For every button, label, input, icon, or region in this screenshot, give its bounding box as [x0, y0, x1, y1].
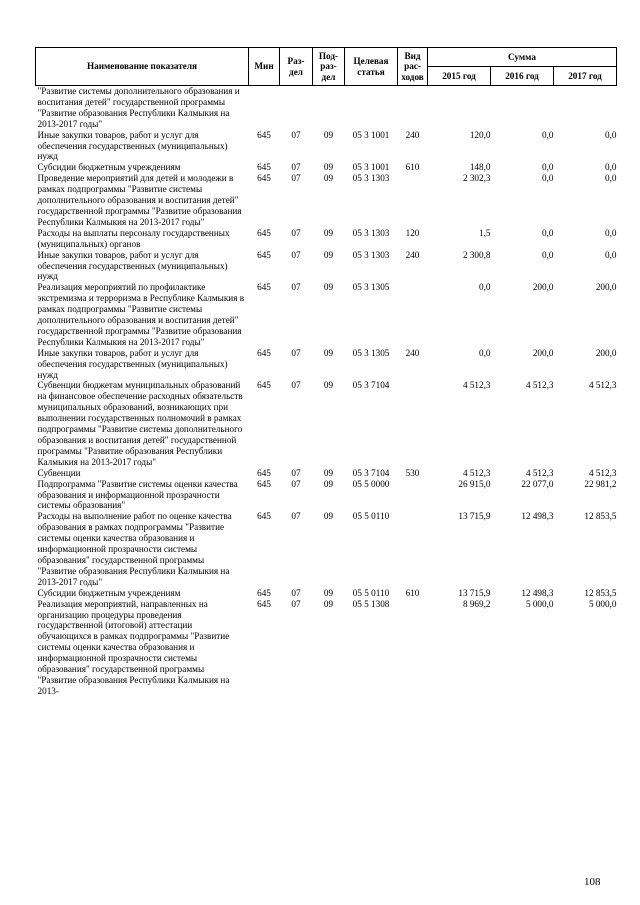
row-amount-2015: 1,5 [479, 227, 491, 238]
row-min: 645 [257, 173, 271, 184]
table-row [36, 130, 617, 163]
row-razdel: 07 [291, 587, 301, 598]
row-podrazdel: 09 [323, 478, 334, 489]
row-razdel: 07 [291, 467, 301, 478]
row-podrazdel: 09 [323, 380, 334, 391]
row-vid [398, 479, 428, 512]
row-amount-2016: 0,0 [542, 162, 554, 173]
row-podrazdel: 09 [323, 347, 334, 358]
row-min: 645 [257, 598, 271, 609]
row-min [249, 86, 280, 130]
row-amount-2015: 8 969,2 [462, 598, 491, 609]
row-razdel: 07 [291, 598, 301, 609]
row-amount-2016 [491, 86, 554, 130]
table-body [36, 86, 617, 697]
row-amount-2017: 12 853,5 [584, 511, 617, 522]
row-amount-2015: 4 512,3 [462, 467, 491, 478]
header-name: Наименование показателя [36, 48, 249, 86]
row-min: 645 [257, 380, 271, 391]
row-razdel [280, 86, 313, 130]
row-amount-2017: 0,0 [605, 173, 617, 184]
row-amount-2016: 4 512,3 [525, 380, 554, 391]
row-min: 645 [257, 511, 271, 522]
row-vid: 120 [405, 227, 420, 238]
row-statya: 05 5 0000 [352, 478, 390, 489]
row-razdel: 07 [291, 282, 301, 293]
row-razdel: 07 [291, 347, 301, 358]
row-amount-2015: 148,0 [469, 162, 491, 173]
row-statya: 05 3 7104 [352, 380, 390, 391]
row-min: 645 [257, 249, 271, 260]
row-name: Субсидии бюджетным учреждениям [37, 587, 181, 598]
header-2016: 2016 год [491, 67, 554, 86]
row-statya: 05 5 0110 [352, 587, 390, 598]
row-name: Расходы на выполнение работ по оценке качества образования в рамках подпрограммы "Развитие системы оценки качества образования и информационной прозрачности системы образования" государственной программы "Развитие образования Республики Калмыкия на 2013-2017 годы" [37, 511, 232, 587]
row-podrazdel: 09 [323, 249, 334, 260]
row-amount-2017: 0,0 [605, 162, 617, 173]
table-row [36, 348, 617, 381]
row-vid [398, 380, 428, 467]
row-amount-2016: 12 498,3 [521, 587, 554, 598]
row-name: Расходы на выплаты персоналу государственных (муниципальных) органов [37, 227, 230, 249]
row-podrazdel: 09 [323, 587, 334, 598]
table-row [36, 228, 617, 250]
row-podrazdel: 09 [323, 511, 334, 522]
row-amount-2016: 0,0 [542, 227, 554, 238]
row-amount-2016: 200,0 [532, 282, 554, 293]
row-name: Подпрограмма "Развитие системы оценки качества образования и информационной прозрачности системы образования" [37, 478, 238, 511]
row-min: 645 [257, 282, 271, 293]
row-vid [398, 282, 428, 347]
row-amount-2017: 200,0 [595, 347, 617, 358]
row-statya: 05 5 0110 [352, 511, 390, 522]
table-row [36, 479, 617, 512]
row-amount-2015: 13 715,9 [458, 511, 491, 522]
row-amount-2017: 12 853,5 [584, 587, 617, 598]
header-vid: Вид рас- ходов [398, 48, 428, 86]
row-name: Субсидии бюджетным учреждениям [37, 162, 181, 173]
row-amount-2016: 22 077,0 [521, 478, 554, 489]
row-amount-2016: 5 000,0 [525, 598, 554, 609]
row-amount-2017: 0,0 [605, 129, 617, 140]
row-amount-2017: 4 512,3 [588, 467, 617, 478]
row-min: 645 [257, 478, 271, 489]
row-name: Субвенции бюджетам муниципальных образований на финансовое обеспечение расходных обязательств муниципальных образований, возникающих при выполнении государственных полномочий в рамках подпрограммы "Развитие системы дополнительного образования и воспитания детей" государственной программы "Развитие образования Республики Калмыкия на 2013-2017 годы" [37, 380, 243, 467]
row-amount-2015: 2 300,8 [462, 249, 491, 260]
row-min: 645 [257, 129, 271, 140]
row-amount-2016: 200,0 [532, 347, 554, 358]
row-razdel: 07 [291, 162, 301, 173]
row-amount-2015: 26 915,0 [458, 478, 491, 489]
row-statya: 05 3 1001 [352, 162, 390, 173]
row-vid [398, 86, 428, 130]
row-statya: 05 3 7104 [352, 467, 390, 478]
row-amount-2016: 0,0 [542, 249, 554, 260]
row-amount-2015: 2 302,3 [462, 173, 491, 184]
row-amount-2016: 4 512,3 [525, 467, 554, 478]
row-statya [345, 86, 398, 130]
row-name: Иные закупки товаров, работ и услуг для обеспечения государственных (муниципальных) нужд [37, 249, 228, 282]
row-min: 645 [257, 347, 271, 358]
row-razdel: 07 [291, 129, 301, 140]
row-amount-2017: 5 000,0 [588, 598, 617, 609]
row-podrazdel: 09 [323, 162, 334, 173]
row-amount-2017 [554, 86, 617, 130]
row-podrazdel: 09 [323, 129, 334, 140]
row-name: "Развитие системы дополнительного образования и воспитания детей" государственной программы "Развитие образования Республики Калмыкия на 2013-2017 годы" [37, 86, 240, 129]
row-statya: 05 3 1305 [352, 347, 390, 358]
header-2015: 2015 год [428, 67, 491, 86]
row-razdel: 07 [291, 249, 301, 260]
row-amount-2017: 200,0 [595, 282, 617, 293]
row-statya: 05 3 1303 [352, 173, 390, 184]
row-statya: 05 3 1305 [352, 282, 390, 293]
row-amount-2017: 0,0 [605, 227, 617, 238]
row-min: 645 [257, 467, 271, 478]
row-name: Иные закупки товаров, работ и услуг для обеспечения государственных (муниципальных) нужд [37, 129, 228, 162]
row-amount-2016: 0,0 [542, 173, 554, 184]
row-amount-2016: 0,0 [542, 129, 554, 140]
row-podrazdel: 09 [323, 598, 334, 609]
row-podrazdel: 09 [323, 173, 334, 184]
row-razdel: 07 [291, 478, 301, 489]
row-name: Иные закупки товаров, работ и услуг для обеспечения государственных (муниципальных) нужд [37, 347, 228, 380]
row-vid: 610 [405, 587, 420, 598]
row-min: 645 [257, 162, 271, 173]
header-razdel: Раз- дел [280, 48, 313, 86]
row-name: Реализация мероприятий по профилактике экстремизма и терроризма в Республике Калмыкия в рамках подпрограммы "Развитие системы дополнительного образования и воспитания детей" государственной программы "Развитие образования Республики Калмыкия на 2013-2017 годы" [37, 282, 245, 347]
row-razdel: 07 [291, 227, 301, 238]
row-amount-2017: 22 981,2 [584, 478, 617, 489]
row-min: 645 [257, 587, 271, 598]
row-vid [398, 599, 428, 697]
budget-table [35, 47, 617, 697]
row-podrazdel: 09 [323, 227, 334, 238]
table-row [36, 173, 617, 228]
row-statya: 05 3 1303 [352, 249, 390, 260]
table-row [36, 86, 617, 130]
row-razdel: 07 [291, 173, 301, 184]
row-name: Проведение мероприятий для детей и молодежи в рамках подпрограммы "Развитие системы дополнительного образования и воспитания детей" государственной программы "Развитие образования Республики Калмыкия на 2013-2017 годы" [37, 173, 242, 227]
header-podrazdel: Под- раз- дел [313, 48, 345, 86]
row-amount-2015: 4 512,3 [462, 380, 491, 391]
row-statya: 05 5 1308 [352, 598, 390, 609]
row-name: Реализация мероприятий, направленных на организацию процедуры проведения государственной (итоговой) аттестации обучающихся в рамках подпрограммы "Развитие системы оценки качества образования и информационной прозрачности системы образования" государственной программы "Развитие образования Республики Калмыкия на 2013- [37, 598, 230, 696]
page-number: 108 [584, 876, 601, 888]
table-row [36, 468, 617, 479]
row-name: Субвенции [37, 467, 81, 478]
table-row [36, 250, 617, 283]
table-header [36, 48, 617, 86]
row-vid: 240 [405, 249, 420, 260]
row-vid [398, 511, 428, 587]
row-amount-2016: 12 498,3 [521, 511, 554, 522]
row-podrazdel [313, 86, 345, 130]
row-amount-2015: 13 715,9 [458, 587, 491, 598]
row-amount-2015: 0,0 [479, 347, 491, 358]
row-statya: 05 3 1303 [352, 227, 390, 238]
row-razdel: 07 [291, 511, 301, 522]
table-row [36, 588, 617, 599]
row-vid: 530 [405, 467, 420, 478]
row-amount-2017: 0,0 [605, 249, 617, 260]
row-amount-2015: 0,0 [479, 282, 491, 293]
row-vid: 240 [405, 129, 420, 140]
row-amount-2017: 4 512,3 [588, 380, 617, 391]
row-statya: 05 3 1001 [352, 129, 390, 140]
row-podrazdel: 09 [323, 282, 334, 293]
row-vid: 610 [405, 162, 420, 173]
table-row [36, 511, 617, 587]
header-min: Мин [249, 48, 280, 86]
table-row [36, 162, 617, 173]
row-vid: 240 [405, 347, 420, 358]
header-2017: 2017 год [554, 67, 617, 86]
row-vid [398, 173, 428, 228]
row-min: 645 [257, 227, 271, 238]
row-podrazdel: 09 [323, 467, 334, 478]
table-row [36, 380, 617, 467]
header-statya: Целевая статья [345, 48, 398, 86]
row-amount-2015: 120,0 [469, 129, 491, 140]
table-row [36, 599, 617, 697]
row-amount-2015 [428, 86, 491, 130]
header-summa: Сумма [428, 48, 617, 67]
row-razdel: 07 [291, 380, 301, 391]
table-row [36, 282, 617, 347]
